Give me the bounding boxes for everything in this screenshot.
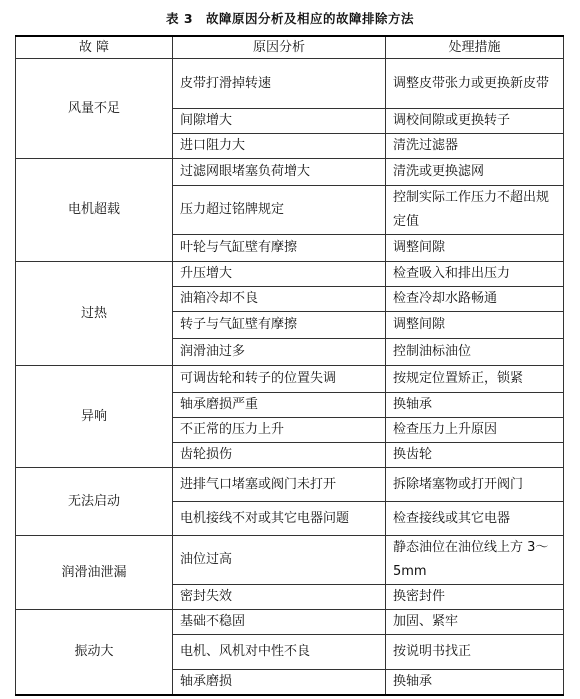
cause-cell: 轴承磨损	[173, 670, 386, 696]
remedy-cell: 检查接线或其它电器	[386, 502, 564, 536]
fault-cell: 异响	[16, 366, 173, 468]
cause-cell: 不正常的压力上升	[173, 418, 386, 443]
remedy-cell: 调整间隙	[386, 235, 564, 262]
cause-cell: 电机、风机对中性不良	[173, 635, 386, 670]
fault-cell: 振动大	[16, 610, 173, 696]
fault-cell: 电机超载	[16, 159, 173, 262]
table-row	[16, 59, 564, 109]
remedy-cell: 调整皮带张力或更换新皮带	[386, 59, 564, 109]
remedy-cell: 换轴承	[386, 393, 564, 418]
remedy-cell: 清洗过滤器	[386, 134, 564, 159]
cause-cell: 齿轮损伤	[173, 443, 386, 468]
cause-cell: 压力超过铭牌规定	[173, 186, 386, 235]
remedy-cell: 加固、紧牢	[386, 610, 564, 635]
remedy-cell: 控制实际工作压力不超出规定值	[386, 186, 564, 235]
cause-cell: 基础不稳固	[173, 610, 386, 635]
cause-cell: 皮带打滑掉转速	[173, 59, 386, 109]
remedy-cell: 按规定位置矫正，锁紧	[386, 366, 564, 393]
remedy-cell: 控制油标油位	[386, 339, 564, 366]
remedy-cell: 检查冷却水路畅通	[386, 287, 564, 312]
cause-cell: 润滑油过多	[173, 339, 386, 366]
cause-cell: 油箱冷却不良	[173, 287, 386, 312]
header-fault: 故 障	[16, 36, 173, 59]
fault-table	[15, 35, 564, 696]
table-row	[16, 366, 564, 393]
cause-cell: 进口阻力大	[173, 134, 386, 159]
remedy-cell: 静态油位在油位线上方 3～5mm	[386, 536, 564, 585]
table-row	[16, 536, 564, 585]
header-cause: 原因分析	[173, 36, 386, 59]
cause-cell: 叶轮与气缸壁有摩擦	[173, 235, 386, 262]
remedy-cell: 换轴承	[386, 670, 564, 696]
cause-cell: 过滤网眼堵塞负荷增大	[173, 159, 386, 186]
table-row	[16, 468, 564, 502]
cause-cell: 进排气口堵塞或阀门未打开	[173, 468, 386, 502]
table-caption: 表 3 故障原因分析及相应的故障排除方法	[165, 11, 415, 26]
cause-cell: 密封失效	[173, 585, 386, 610]
table-row	[16, 262, 564, 287]
table-row	[16, 610, 564, 635]
remedy-cell: 检查压力上升原因	[386, 418, 564, 443]
cause-cell: 可调齿轮和转子的位置失调	[173, 366, 386, 393]
remedy-cell: 拆除堵塞物或打开阀门	[386, 468, 564, 502]
remedy-cell: 调校间隙或更换转子	[386, 109, 564, 134]
cause-cell: 间隙增大	[173, 109, 386, 134]
remedy-cell: 换齿轮	[386, 443, 564, 468]
cause-cell: 转子与气缸壁有摩擦	[173, 312, 386, 339]
fault-cell: 无法启动	[16, 468, 173, 536]
cause-cell: 轴承磨损严重	[173, 393, 386, 418]
fault-cell: 润滑油泄漏	[16, 536, 173, 610]
table-body	[16, 59, 564, 696]
remedy-cell: 调整间隙	[386, 312, 564, 339]
header-row	[16, 36, 564, 59]
header-remedy: 处理措施	[386, 36, 564, 59]
cause-cell: 电机接线不对或其它电器问题	[173, 502, 386, 536]
cause-cell: 升压增大	[173, 262, 386, 287]
remedy-cell: 按说明书找正	[386, 635, 564, 670]
remedy-cell: 换密封件	[386, 585, 564, 610]
fault-cell: 过热	[16, 262, 173, 366]
cause-cell: 油位过高	[173, 536, 386, 585]
fault-cell: 风量不足	[16, 59, 173, 159]
table-row	[16, 159, 564, 186]
remedy-cell: 清洗或更换滤网	[386, 159, 564, 186]
remedy-cell: 检查吸入和排出压力	[386, 262, 564, 287]
